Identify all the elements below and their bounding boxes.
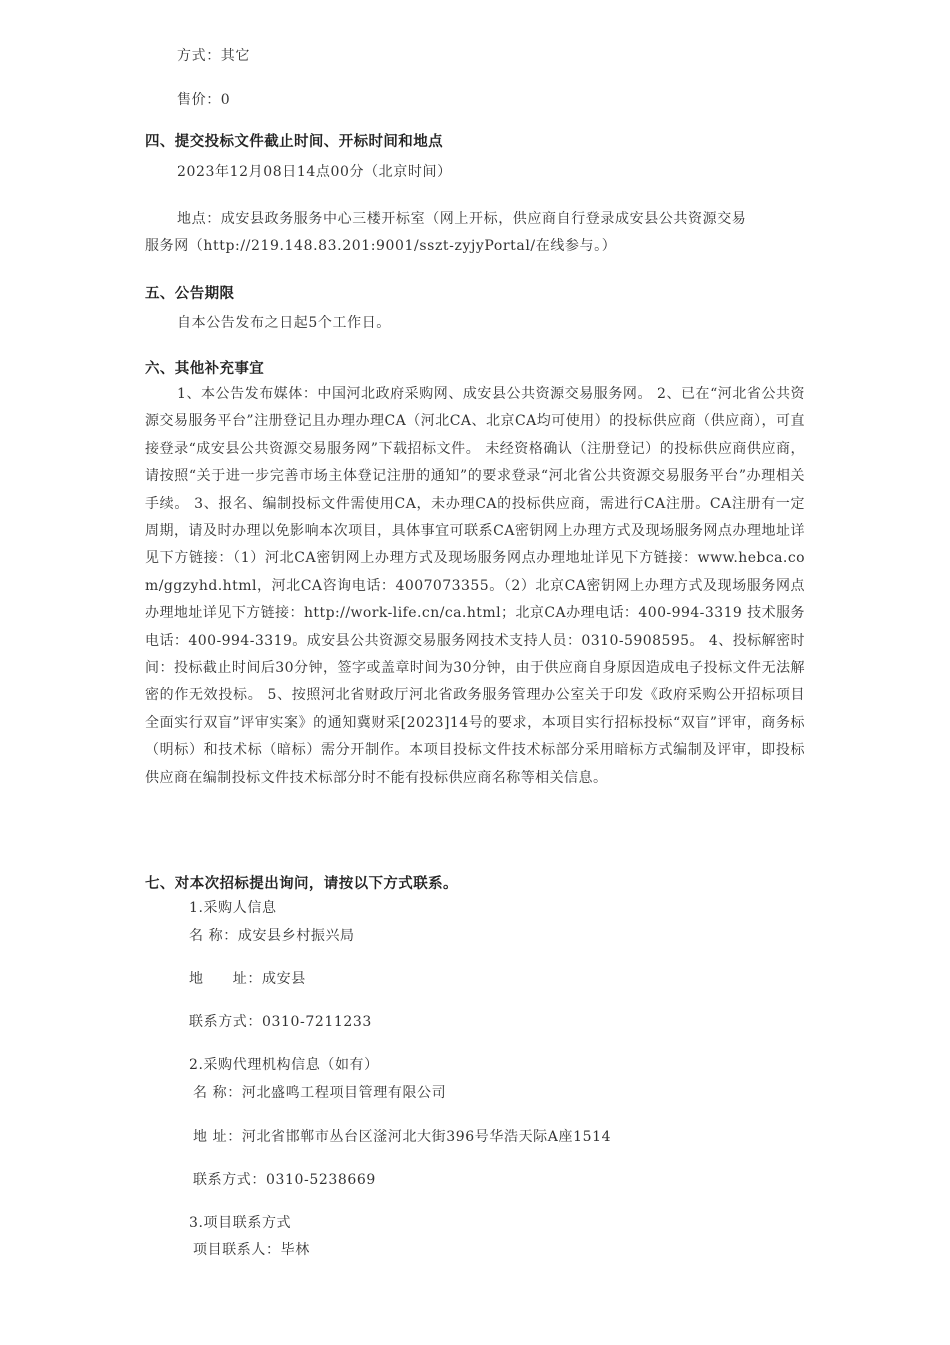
price-line: 售价：0 <box>177 92 231 108</box>
purchaser-name: 名 称：成安县乡村振兴局 <box>189 928 355 944</box>
section-5-heading: 五、公告期限 <box>145 286 235 302</box>
notice-period-text: 自本公告发布之日起5个工作日。 <box>177 315 391 331</box>
project-contact-person: 项目联系人：毕林 <box>193 1242 310 1258</box>
agency-contact: 联系方式：0310-5238669 <box>193 1172 376 1188</box>
purchaser-contact: 联系方式：0310-7211233 <box>189 1014 372 1030</box>
agency-address: 地 址：河北省邯郸市丛台区滏河北大街396号华浩天际A座1514 <box>193 1129 612 1145</box>
supplementary-matters-paragraph <box>145 381 805 792</box>
location-text-line-2: 服务网（http://219.148.83.201:9001/sszt-zyjyPortal/在线参与。） <box>145 238 617 254</box>
agency-info-title: 2.采购代理机构信息（如有） <box>189 1057 379 1073</box>
project-contact-title: 3.项目联系方式 <box>189 1215 292 1231</box>
deadline-text: 2023年12月08日14点00分（北京时间） <box>177 164 452 180</box>
location-text-line-1: 地点：成安县政务服务中心三楼开标室（网上开标，供应商自行登录成安县公共资源交易 <box>177 211 747 227</box>
agency-name: 名 称：河北盛鸣工程项目管理有限公司 <box>193 1085 447 1101</box>
purchaser-address: 地 址：成安县 <box>189 971 306 987</box>
section-7-heading: 七、对本次招标提出询问，请按以下方式联系。 <box>145 876 458 892</box>
purchaser-info-title: 1.采购人信息 <box>189 900 277 916</box>
supplementary-matters-text: 1、本公告发布媒体：中国河北政府采购网、成安县公共资源交易服务网。 2、已在“河北省公共资源交易服务平台”注册登记且办理办理CA（河北CA、北京CA均可使用）的投标供应商（供应商），可直接登录“成安县公共资源交易服务网”下载招标文件。 未经资格确认（注册登记）的投标供应商供应商，请按照“关于进一步完善市场主体登记注册的通知”的要求登录“河北省公共资源交易服务平台”办理相关手续。 3、报名、编制投标文件需使用CA，未办理CA的投标供应商，需进行CA注册。CA注册有一定周期，请及时办理以免影响本次项目，具体事宜可联系CA密钥网上办理方式及现场服务网点办理地址详见下方链接：（1）河北CA密钥网上办理方式及现场服务网点办理地址详见下方链接：www.hebca.com/ggzyhd.html，河北CA咨询电话：4007073355。（2）北京CA密钥网上办理方式及现场服务网点办理地址详见下方链接：http://work-life.cn/ca.html；北京CA办理电话：400-994-3319 技术服务电话：400-994-3319。成安县公共资源交易服务网技术支持人员：0310-5908595。 4、投标解密时间：投标截止时间后30分钟，签字或盖章时间为30分钟，由于供应商自身原因造成电子投标文件无法解密的作无效投标。 5、按照河北省财政厅河北省政务服务管理办公室关于印发《政府采购公开招标项目全面实行双盲”评审实案》的通知冀财采[2023]14号的要求，本项目实行招标投标“双盲”评审，商务标（明标）和技术标（暗标）需分开制作。本项目投标文件技术标部分采用暗标方式编制及评审，即投标供应商在编制投标文件技术标部分时不能有投标供应商名称等相关信息。 <box>145 386 805 786</box>
section-6-heading: 六、其他补充事宜 <box>145 361 265 377</box>
purchase-method-line: 方式：其它 <box>177 48 250 64</box>
section-4-heading: 四、提交投标文件截止时间、开标时间和地点 <box>145 134 443 150</box>
